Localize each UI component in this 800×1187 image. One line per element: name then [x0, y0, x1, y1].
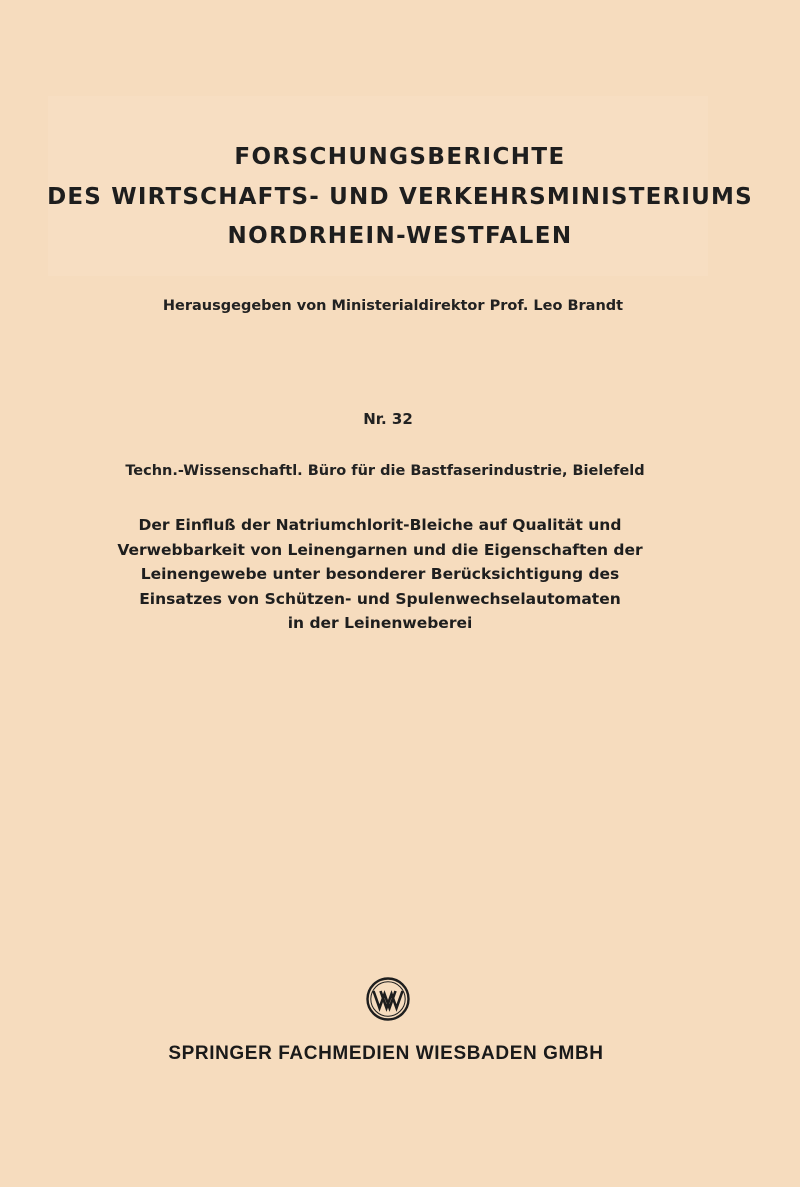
book-title-line: Einsatzes von Schützen- und Spulenwechselautomaten	[139, 589, 621, 608]
book-title-line: Verwebbarkeit von Leinengarnen und die Eigenschaften der	[117, 540, 643, 559]
series-title-line-3: NORDRHEIN-WESTFALEN	[227, 223, 573, 249]
book-title-line: Leinengewebe unter besonderer Berücksichtigung des	[140, 565, 620, 583]
series-title-line-2: DES WIRTSCHAFTS- UND VERKEHRSMINISTERIUMS	[47, 184, 753, 210]
book-title	[0, 513, 760, 636]
book-title-line: Der Einfluß der Natriumchlorit-Bleiche auf Qualität und	[138, 516, 622, 534]
springer-vieweg-logo-icon	[365, 976, 411, 1022]
publisher-name: SPRINGER FACHMEDIEN WIESBADEN GMBH	[168, 1043, 604, 1064]
series-title-line-1: FORSCHUNGSBERICHTE	[234, 144, 566, 170]
editor-line: Herausgegeben von Ministerialdirektor Prof. Leo Brandt	[162, 298, 624, 314]
book-title-line: in der Leinenweberei	[287, 614, 473, 632]
issue-number: Nr. 32	[363, 410, 413, 428]
author-line: Techn.-Wissenschaftl. Büro für die Bastfaserindustrie, Bielefeld	[125, 463, 645, 479]
